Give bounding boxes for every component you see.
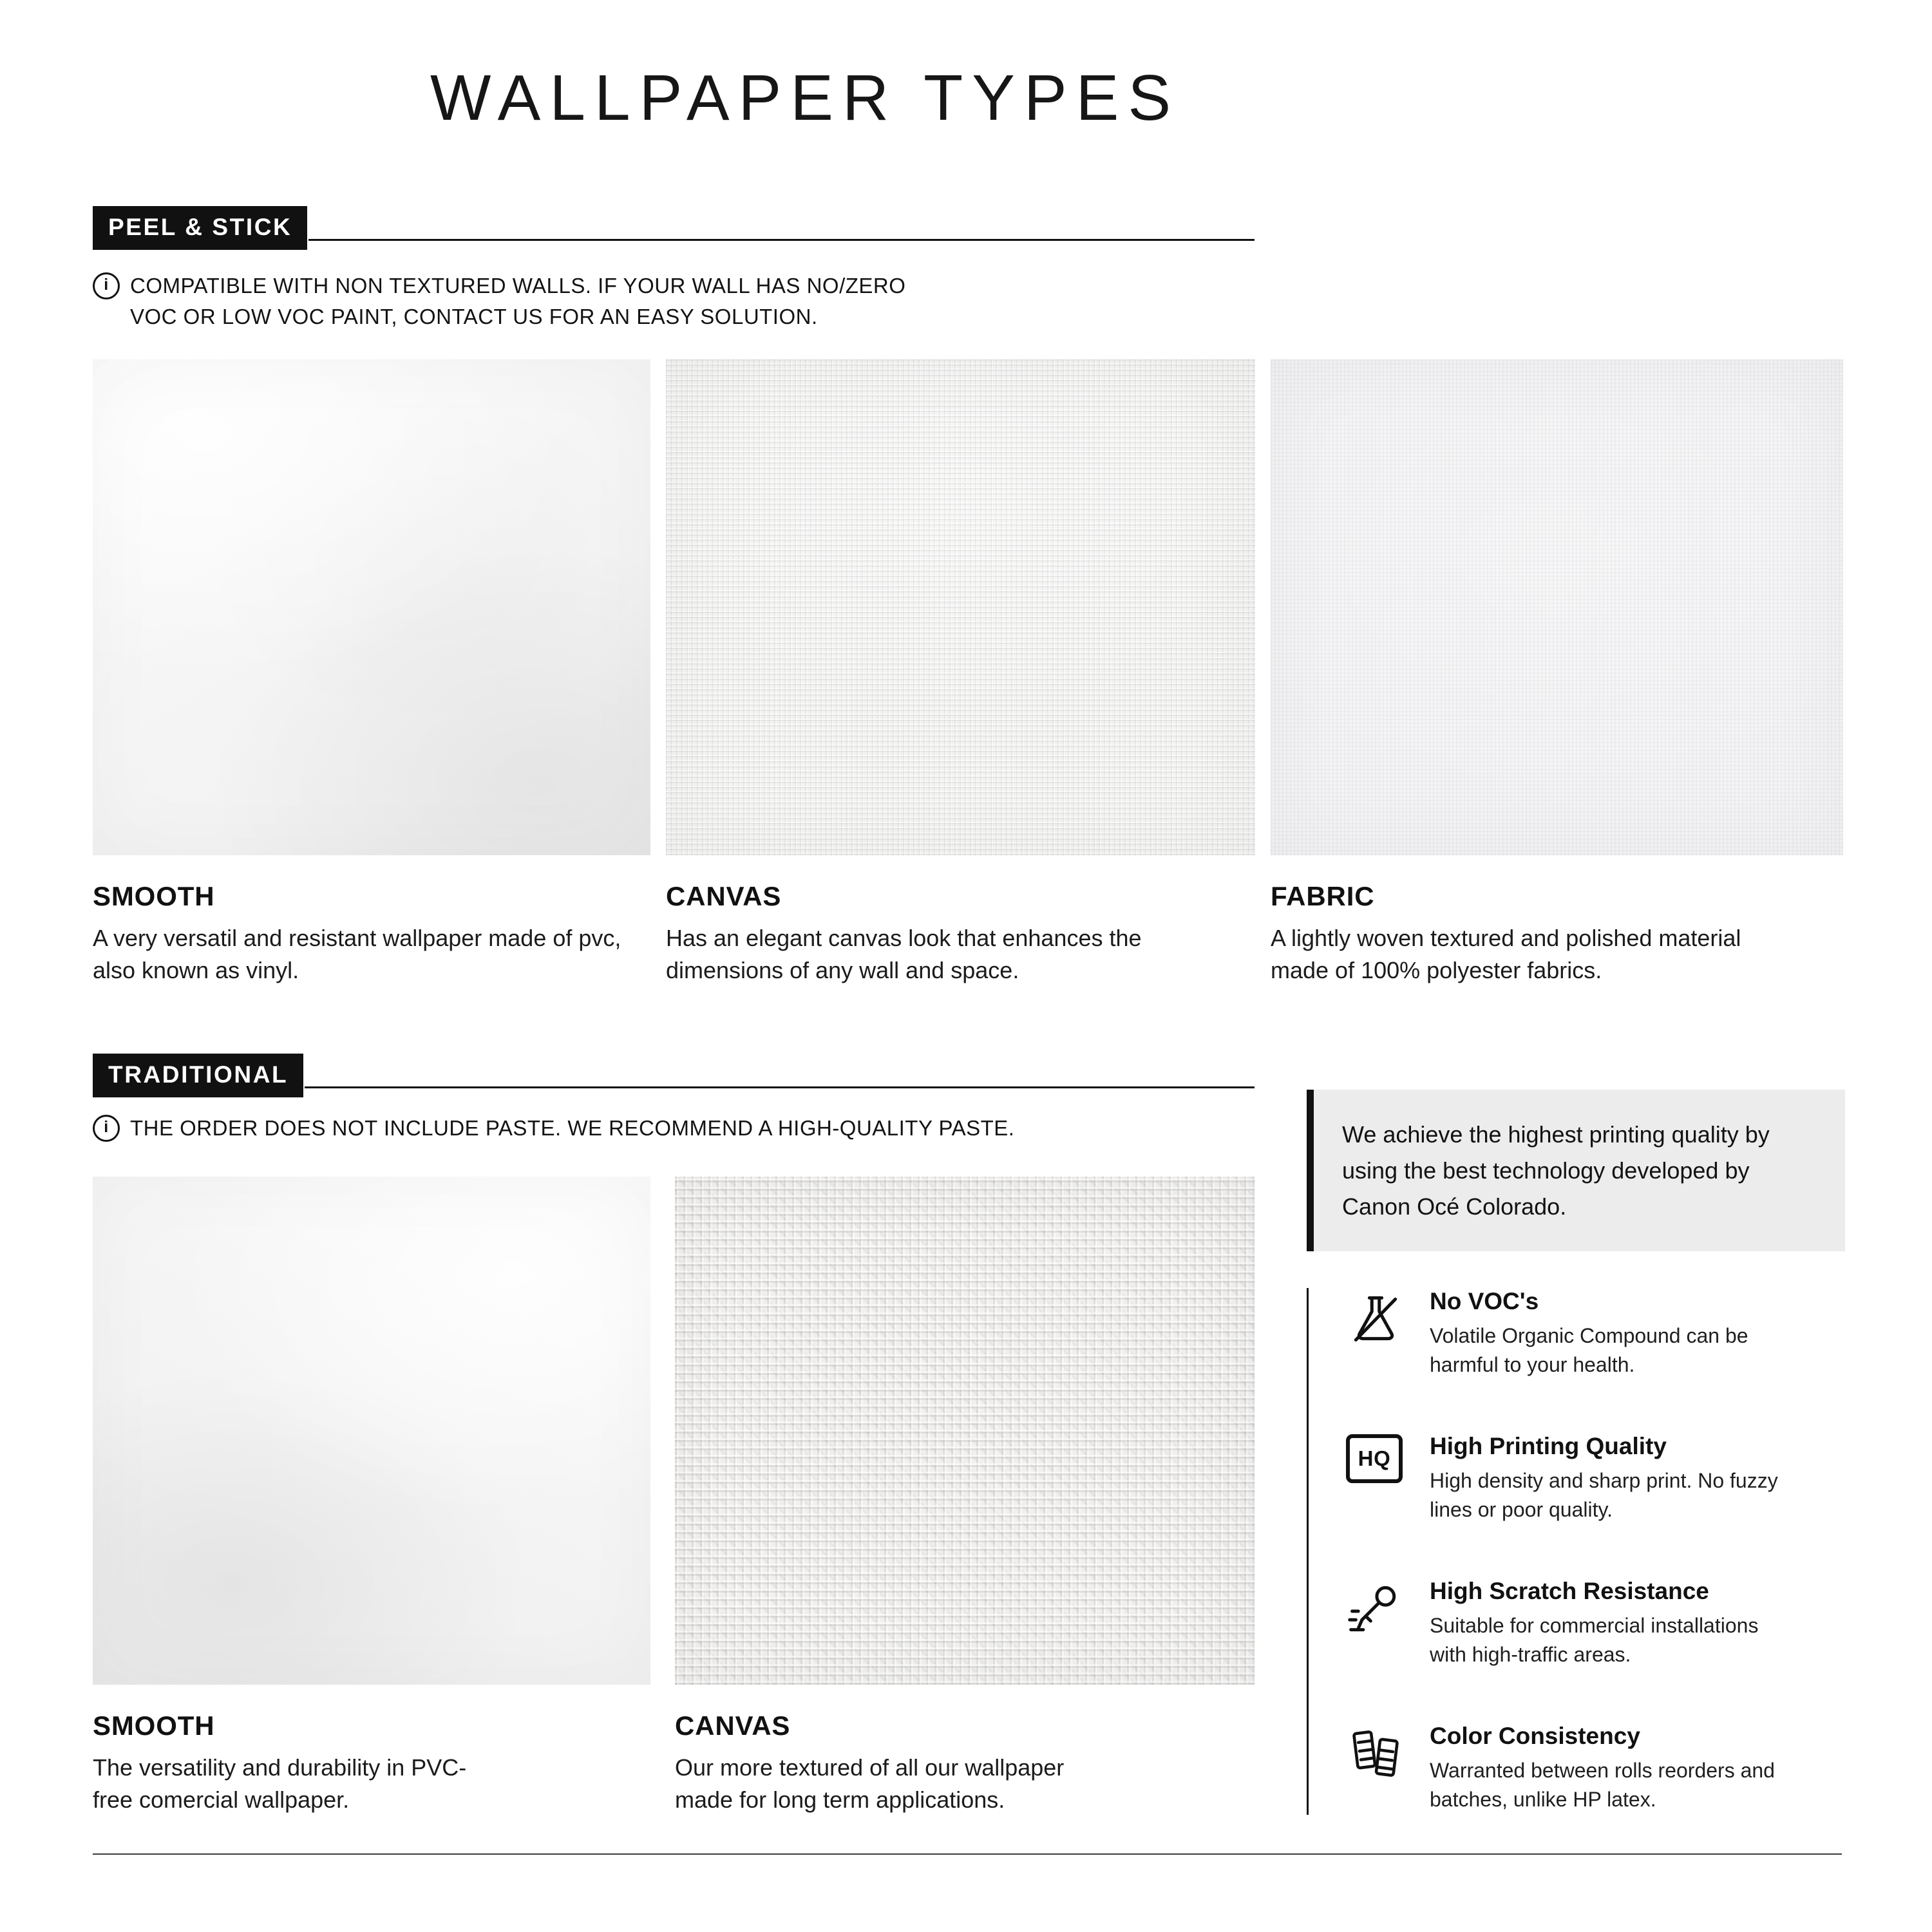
canvas-texture-image	[666, 359, 1255, 855]
feature-high-printing-quality	[1346, 1433, 1845, 1525]
quality-features-list	[1307, 1288, 1845, 1815]
peel-stick-note-text: COMPATIBLE WITH NON TEXTURED WALLS. IF YOUR WALL HAS NO/ZERO VOC OR LOW VOC PAINT, CONTACT US FOR AN EASY SOLUTION.	[130, 274, 906, 328]
hq-icon	[1346, 1433, 1413, 1483]
feature-title: High Printing Quality	[1430, 1432, 1667, 1459]
feature-title: No VOC's	[1430, 1288, 1539, 1314]
swatch-description: Has an elegant canvas look that enhances the dimensions of any wall and space.	[666, 925, 1142, 983]
peel-stick-header-rule	[308, 239, 1255, 241]
feature-no-voc	[1346, 1288, 1845, 1380]
peel-stick-heading: PEEL & STICK	[93, 206, 307, 250]
info-icon: i	[93, 272, 120, 299]
swatch-name: SMOOTH	[93, 881, 215, 911]
swatch-description: Our more textured of all our wallpaper made for long term applications.	[675, 1754, 1065, 1813]
swatch-card-fabric	[1271, 359, 1843, 986]
traditional-heading: TRADITIONAL	[93, 1054, 303, 1097]
bottom-divider	[93, 1853, 1842, 1855]
smooth-texture-image	[93, 359, 650, 855]
feature-description: Volatile Organic Compound can be harmful to your health.	[1430, 1324, 1748, 1377]
feature-description: Suitable for commercial installations with high-traffic areas.	[1430, 1613, 1759, 1667]
swatch-name: FABRIC	[1271, 881, 1375, 911]
feature-title: High Scratch Resistance	[1430, 1577, 1709, 1604]
swatch-card-canvas	[675, 1177, 1255, 1815]
feature-scratch-resistance	[1346, 1578, 1845, 1670]
peel-stick-note	[93, 270, 956, 332]
traditional-header-rule	[305, 1086, 1255, 1088]
swatch-name: SMOOTH	[93, 1710, 215, 1741]
swatch-description: The versatility and durability in PVC-free comercial wallpaper.	[93, 1754, 467, 1813]
peel-stick-section-header	[93, 206, 1255, 250]
printing-quality-callout: We achieve the highest printing quality by using the best technology developed by Canon Océ Colorado.	[1307, 1090, 1845, 1251]
traditional-swatch-grid	[93, 1177, 1255, 1815]
feature-description: High density and sharp print. No fuzzy lines or poor quality.	[1430, 1468, 1778, 1522]
traditional-section-header	[93, 1054, 1255, 1097]
fabric-texture-image	[1271, 359, 1843, 855]
feature-color-consistency	[1346, 1723, 1845, 1815]
swatch-description: A lightly woven textured and polished material made of 100% polyester fabrics.	[1271, 925, 1741, 983]
traditional-note-text: THE ORDER DOES NOT INCLUDE PASTE. WE RECOMMEND A HIGH-QUALITY PASTE.	[130, 1116, 1015, 1140]
swatch-card-canvas	[666, 359, 1255, 986]
info-icon: i	[93, 1115, 120, 1142]
swatch-name: CANVAS	[675, 1710, 791, 1741]
peel-stick-swatch-grid	[93, 359, 1843, 986]
swatch-card-smooth	[93, 1177, 650, 1815]
swatch-name: CANVAS	[666, 881, 782, 911]
color-consistency-icon	[1346, 1723, 1413, 1783]
smooth-texture-image	[93, 1177, 650, 1685]
traditional-note	[93, 1113, 1252, 1144]
swatch-card-smooth	[93, 359, 650, 986]
swatch-description: A very versatil and resistant wallpaper made of pvc, also known as vinyl.	[93, 925, 621, 983]
feature-title: Color Consistency	[1430, 1722, 1640, 1749]
no-voc-icon	[1346, 1288, 1413, 1349]
scratch-resistance-icon	[1346, 1578, 1413, 1638]
page-title: WALLPAPER TYPES	[430, 62, 1180, 134]
hq-icon-label: HQ	[1346, 1434, 1403, 1483]
canvas-texture-image	[675, 1177, 1255, 1685]
feature-description: Warranted between rolls reorders and batches, unlike HP latex.	[1430, 1758, 1775, 1812]
